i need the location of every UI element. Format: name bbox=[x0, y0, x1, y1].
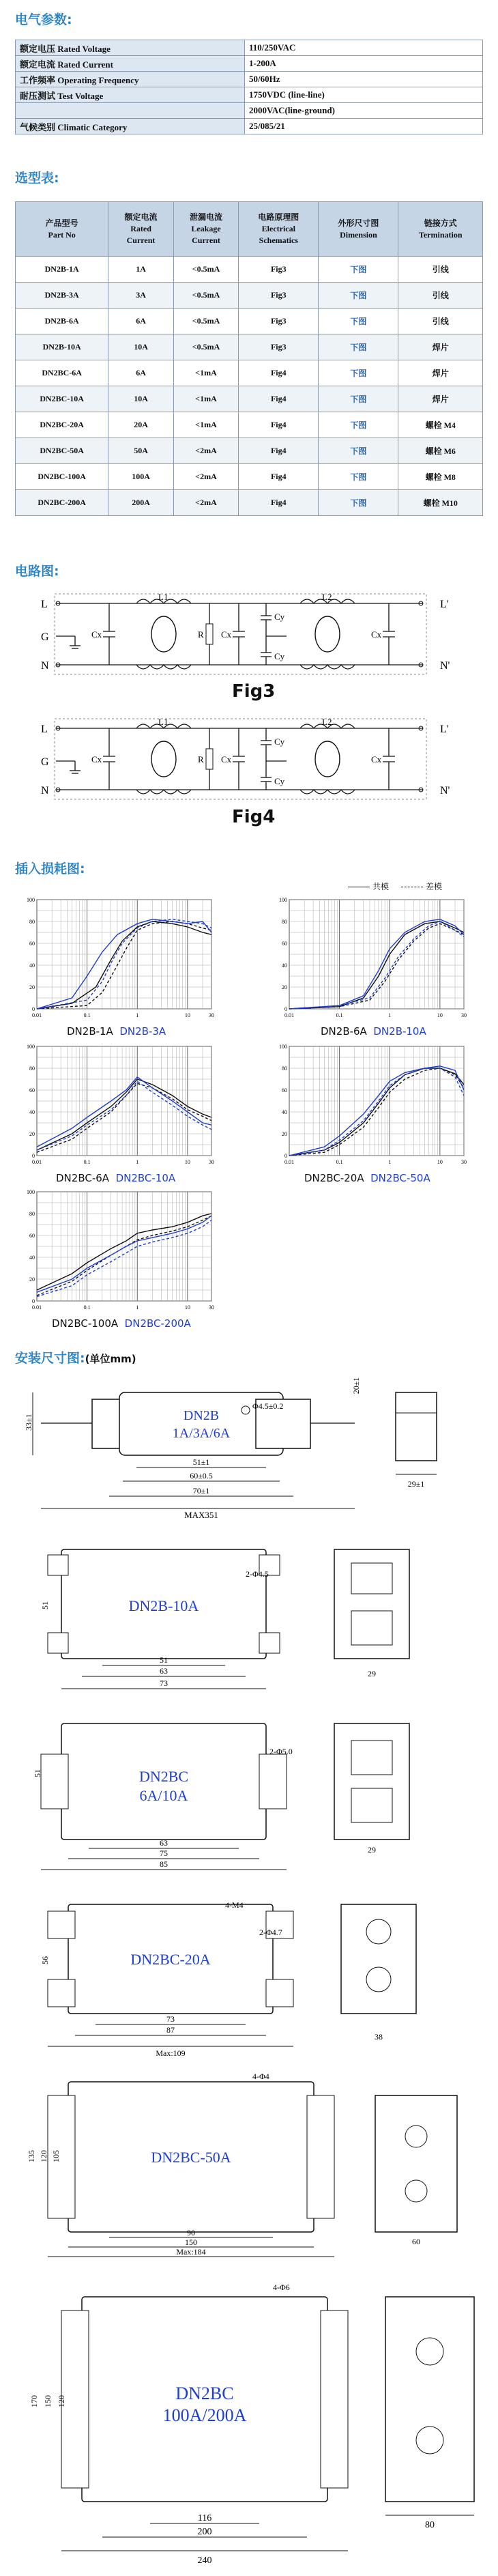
tab-bl bbox=[48, 1633, 68, 1653]
y-tick-label: 60 bbox=[29, 1233, 35, 1239]
y-tick-label: 20 bbox=[282, 984, 287, 990]
cx-mid-label: Cx bbox=[221, 754, 232, 764]
mech-drawing-dn2bc-6a-10a bbox=[33, 1713, 478, 1877]
y-tick-label: 100 bbox=[27, 1189, 35, 1195]
y-tick-label: 0 bbox=[32, 1006, 35, 1012]
param-key: 气候类别 Climatic Category bbox=[16, 119, 245, 134]
x-tick-label: 10 bbox=[437, 1159, 443, 1165]
terminal-bottom bbox=[351, 1788, 392, 1822]
mech-drawing-dn2bc-20a bbox=[41, 1891, 478, 2058]
table-cell: <1mA bbox=[173, 412, 238, 438]
insertion-loss-chart-dn2b-1a-3a bbox=[20, 894, 225, 1022]
cx-in-label: Cx bbox=[91, 754, 102, 764]
x-tick-label: 1 bbox=[136, 1012, 139, 1018]
x-tick-label: 0.01 bbox=[32, 1304, 42, 1311]
side-view bbox=[396, 1392, 437, 1461]
dim-height: 33±1 bbox=[24, 1414, 33, 1431]
terminal-L: L bbox=[41, 724, 48, 735]
x-tick-label: 0.01 bbox=[284, 1159, 294, 1165]
dim-max351: MAX351 bbox=[184, 1510, 218, 1520]
legend-common: 共模 bbox=[348, 881, 389, 892]
table-row bbox=[16, 283, 483, 309]
model-selection-table bbox=[15, 201, 483, 516]
table-cell: DN2B-1A bbox=[16, 257, 108, 283]
choke-1-coil-bot bbox=[136, 665, 191, 669]
y-tick-label: 40 bbox=[29, 1255, 35, 1261]
y-tick-label: 0 bbox=[32, 1153, 35, 1159]
mech-drawing-dn2b-1a-6a bbox=[24, 1372, 478, 1522]
dim-63: 63 bbox=[160, 1838, 168, 1848]
table-cell: 50A bbox=[108, 438, 173, 464]
y-tick-label: 0 bbox=[32, 1298, 35, 1304]
y-tick-label: 80 bbox=[29, 1211, 35, 1217]
side-width: 29 bbox=[368, 1845, 376, 1855]
table-cell: <0.5mA bbox=[173, 334, 238, 360]
y-tick-label: 60 bbox=[282, 941, 287, 947]
dim-h1: 135 bbox=[27, 2150, 36, 2162]
dimension-link[interactable]: 下图 bbox=[319, 309, 398, 334]
cy2-label: Cy bbox=[274, 776, 285, 786]
choke-2-coil-bot bbox=[300, 790, 355, 794]
table-row bbox=[16, 334, 483, 360]
resistor-label: R bbox=[198, 629, 204, 640]
y-tick-label: 100 bbox=[279, 897, 287, 903]
table-row bbox=[16, 464, 483, 490]
y-tick-label: 0 bbox=[284, 1153, 287, 1159]
table-cell: <1mA bbox=[173, 360, 238, 386]
model-name-line2: 1A/3A/6A bbox=[172, 1426, 231, 1441]
model-table-header: 产品型号 Part No bbox=[16, 202, 108, 257]
param-value: 1750VDC (line-line) bbox=[245, 87, 483, 103]
x-tick-label: 0.1 bbox=[83, 1159, 91, 1165]
resistor-label: R bbox=[198, 754, 204, 764]
y-tick-label: 80 bbox=[29, 919, 35, 925]
table-cell: Fig4 bbox=[239, 464, 319, 490]
x-tick-label: 30 bbox=[461, 1012, 467, 1018]
cx-out-label: Cx bbox=[371, 629, 382, 640]
x-tick-label: 10 bbox=[437, 1012, 443, 1018]
terminal-G: G bbox=[41, 756, 49, 768]
section-title-electrical: 电气参数: bbox=[15, 12, 72, 27]
choke-2-core bbox=[315, 741, 340, 777]
model-name-line1: DN2BC bbox=[138, 1768, 189, 1785]
table-cell: DN2B-6A bbox=[16, 309, 108, 334]
dim-90: 90 bbox=[187, 2228, 195, 2237]
model-name-line1: DN2B bbox=[183, 1408, 220, 1423]
dim-75: 75 bbox=[160, 1848, 168, 1858]
param-row bbox=[16, 87, 483, 103]
x-tick-label: 10 bbox=[184, 1304, 190, 1311]
dimension-link[interactable]: 下图 bbox=[319, 386, 398, 412]
dim-h2: 120 bbox=[39, 2150, 48, 2162]
dim-63: 63 bbox=[160, 1666, 168, 1676]
x-tick-label: 0.1 bbox=[83, 1304, 91, 1311]
table-cell: 螺栓 M8 bbox=[398, 464, 483, 490]
side-view bbox=[385, 2297, 474, 2502]
mech-drawing-dn2bc-100a-200a bbox=[27, 2270, 478, 2570]
y-tick-label: 40 bbox=[29, 962, 35, 969]
table-row bbox=[16, 438, 483, 464]
dimension-link[interactable]: 下图 bbox=[319, 490, 398, 516]
dimension-link[interactable]: 下图 bbox=[319, 360, 398, 386]
param-value: 25/085/21 bbox=[245, 119, 483, 134]
dim-200: 200 bbox=[197, 2527, 212, 2537]
table-row bbox=[16, 360, 483, 386]
side-width: 38 bbox=[375, 2032, 383, 2042]
choke-1-coil-bot bbox=[136, 790, 191, 794]
table-cell: Fig4 bbox=[239, 412, 319, 438]
dim-73: 73 bbox=[160, 1678, 168, 1688]
chart-legend bbox=[348, 881, 442, 892]
table-cell: 焊片 bbox=[398, 334, 483, 360]
x-tick-label: 0.01 bbox=[284, 1012, 294, 1018]
dimension-link[interactable]: 下图 bbox=[319, 283, 398, 309]
hole-dim-2: 2-Φ4.7 bbox=[259, 1928, 282, 1937]
fig4-label: Fig4 bbox=[232, 807, 276, 827]
table-cell: <2mA bbox=[173, 438, 238, 464]
flange-right bbox=[259, 1754, 287, 1809]
insertion-loss-chart-dn2bc-20a-50a bbox=[273, 1041, 478, 1169]
param-key: 耐压测试 Test Voltage bbox=[16, 87, 245, 103]
choke-1-label: L1 bbox=[158, 592, 169, 602]
y-tick-label: 20 bbox=[29, 984, 35, 990]
mech-drawing-dn2bc-50a bbox=[27, 2068, 478, 2259]
resistor bbox=[206, 749, 213, 769]
param-key: 工作频率 Operating Frequency bbox=[16, 72, 245, 87]
side-height: 20±1 bbox=[351, 1377, 361, 1394]
x-tick-label: 0.1 bbox=[336, 1159, 343, 1165]
x-tick-label: 10 bbox=[184, 1159, 190, 1165]
dimension-link[interactable]: 下图 bbox=[319, 464, 398, 490]
terminal-L-out: L' bbox=[440, 599, 449, 610]
table-cell: 100A bbox=[108, 464, 173, 490]
table-cell: DN2BC-200A bbox=[16, 490, 108, 516]
y-tick-label: 60 bbox=[282, 1087, 287, 1093]
model-name-line2: 100A/200A bbox=[162, 2405, 247, 2425]
choke-1-core bbox=[151, 741, 176, 777]
stud-tl bbox=[48, 1911, 75, 1938]
param-value: 50/60Hz bbox=[245, 72, 483, 87]
dim-240: 240 bbox=[197, 2556, 212, 2566]
terminal-N: N bbox=[41, 785, 49, 797]
chart4-labels: DN2BC-100A DN2BC-200A bbox=[52, 1317, 191, 1330]
x-tick-label: 1 bbox=[136, 1304, 139, 1311]
table-row bbox=[16, 309, 483, 334]
x-tick-label: 30 bbox=[209, 1012, 214, 1018]
y-tick-label: 40 bbox=[282, 962, 287, 969]
dim-h3: 105 bbox=[51, 2150, 61, 2162]
resistor bbox=[206, 624, 213, 644]
choke-1-label: L1 bbox=[158, 717, 169, 727]
table-cell: DN2B-10A bbox=[16, 334, 108, 360]
table-cell: DN2BC-10A bbox=[16, 386, 108, 412]
insertion-loss-chart-dn2b-6a-10a bbox=[273, 894, 478, 1022]
table-cell: 焊片 bbox=[398, 386, 483, 412]
y-tick-label: 0 bbox=[284, 1006, 287, 1012]
hole-dim: 4-Φ6 bbox=[273, 2282, 290, 2292]
choke-2-label: L2 bbox=[322, 592, 332, 602]
flange-right bbox=[307, 2095, 334, 2218]
cx-mid-label: Cx bbox=[221, 629, 232, 640]
table-cell: 螺栓 M4 bbox=[398, 412, 483, 438]
x-tick-label: 30 bbox=[461, 1159, 467, 1165]
table-cell: 6A bbox=[108, 309, 173, 334]
terminal-top bbox=[351, 1741, 392, 1775]
x-tick-label: 30 bbox=[209, 1304, 214, 1311]
param-value: 1-200A bbox=[245, 56, 483, 72]
model-table-header: 外形尺寸图 Dimension bbox=[319, 202, 398, 257]
circuit-fig4 bbox=[41, 713, 464, 802]
side-width: 29 bbox=[368, 1669, 376, 1678]
table-cell: <2mA bbox=[173, 490, 238, 516]
x-tick-label: 0.1 bbox=[83, 1012, 91, 1018]
param-key bbox=[16, 103, 245, 119]
table-cell: <0.5mA bbox=[173, 257, 238, 283]
terminal-L-out: L' bbox=[440, 724, 449, 735]
table-cell: DN2B-3A bbox=[16, 283, 108, 309]
table-cell: 10A bbox=[108, 386, 173, 412]
table-cell: <0.5mA bbox=[173, 283, 238, 309]
flange-left bbox=[41, 1754, 68, 1809]
hole-dim-1: 4-M4 bbox=[225, 1900, 244, 1910]
y-tick-label: 60 bbox=[29, 941, 35, 947]
tab-br bbox=[259, 1633, 280, 1653]
terminal-G: G bbox=[41, 631, 49, 643]
dimension-link[interactable]: 下图 bbox=[319, 257, 398, 283]
hole-dim: 2-Φ4.5 bbox=[246, 1569, 269, 1579]
table-cell: 螺栓 M10 bbox=[398, 490, 483, 516]
table-cell: DN2BC-6A bbox=[16, 360, 108, 386]
cx-in-label: Cx bbox=[91, 629, 102, 640]
table-cell: Fig3 bbox=[239, 334, 319, 360]
terminal-N-out: N' bbox=[440, 660, 450, 672]
param-value: 110/250VAC bbox=[245, 40, 483, 56]
table-cell: 3A bbox=[108, 283, 173, 309]
y-tick-label: 80 bbox=[282, 1065, 287, 1072]
table-cell: 200A bbox=[108, 490, 173, 516]
model-table-header: 链接方式 Termination bbox=[398, 202, 483, 257]
table-cell: Fig4 bbox=[239, 490, 319, 516]
electrical-params-table bbox=[15, 40, 483, 134]
table-cell: 6A bbox=[108, 360, 173, 386]
choke-2-core bbox=[315, 616, 340, 652]
y-tick-label: 20 bbox=[29, 1131, 35, 1137]
model-name-line1: DN2BC bbox=[175, 2384, 234, 2403]
y-tick-label: 80 bbox=[29, 1065, 35, 1072]
model-name: DN2BC-20A bbox=[130, 1951, 211, 1968]
section-title-mounting: 安装尺寸图:(单位mm) bbox=[15, 1351, 136, 1366]
table-cell: <0.5mA bbox=[173, 309, 238, 334]
table-cell: Fig3 bbox=[239, 309, 319, 334]
dim-height: 56 bbox=[40, 1956, 50, 1964]
table-cell: DN2BC-20A bbox=[16, 412, 108, 438]
table-cell: Fig4 bbox=[239, 386, 319, 412]
param-row bbox=[16, 40, 483, 56]
section-title-insertion: 插入损耗图: bbox=[15, 861, 85, 876]
dim-max184: Max:184 bbox=[176, 2247, 206, 2257]
dim-height: 51 bbox=[33, 1769, 42, 1777]
y-tick-label: 100 bbox=[27, 897, 35, 903]
param-row bbox=[16, 119, 483, 134]
fig3-label: Fig3 bbox=[232, 681, 276, 702]
table-cell: DN2BC-100A bbox=[16, 464, 108, 490]
choke-2-label: L2 bbox=[322, 717, 332, 727]
side-width: 80 bbox=[425, 2520, 435, 2530]
chart1-labels: DN2B-6A DN2B-10A bbox=[321, 1025, 426, 1037]
x-tick-label: 0.1 bbox=[336, 1012, 343, 1018]
legend-diff: 差模 bbox=[401, 881, 442, 892]
param-key: 额定电压 Rated Voltage bbox=[16, 40, 245, 56]
param-row bbox=[16, 72, 483, 87]
terminal-top bbox=[351, 1563, 392, 1594]
dim-max109: Max:109 bbox=[156, 2048, 186, 2058]
model-name: DN2B-10A bbox=[128, 1597, 199, 1614]
table-cell: 10A bbox=[108, 334, 173, 360]
flange-right bbox=[321, 2310, 348, 2488]
x-tick-label: 0.01 bbox=[32, 1159, 42, 1165]
table-cell: 1A bbox=[108, 257, 173, 283]
cy2-label: Cy bbox=[274, 651, 285, 661]
section-title-circuit: 电路图: bbox=[15, 564, 59, 579]
table-cell: 引线 bbox=[398, 257, 483, 283]
table-row bbox=[16, 257, 483, 283]
stud-bl bbox=[48, 1979, 75, 2007]
dim-51: 51±1 bbox=[192, 1457, 210, 1467]
x-tick-label: 10 bbox=[184, 1012, 190, 1018]
table-cell: Fig3 bbox=[239, 283, 319, 309]
y-tick-label: 20 bbox=[29, 1276, 35, 1283]
side-view bbox=[341, 1904, 416, 2014]
hole-dim: 4-Φ4 bbox=[252, 2072, 269, 2081]
dim-70: 70±1 bbox=[192, 1486, 210, 1495]
table-row bbox=[16, 412, 483, 438]
x-tick-label: 1 bbox=[136, 1159, 139, 1165]
table-cell: 20A bbox=[108, 412, 173, 438]
y-tick-label: 100 bbox=[279, 1044, 287, 1050]
dim-150: 150 bbox=[185, 2237, 197, 2247]
terminal-bottom bbox=[351, 1611, 392, 1645]
insertion-loss-chart-dn2bc-100a-200a bbox=[20, 1186, 225, 1315]
dim-h2: 150 bbox=[43, 2395, 53, 2407]
side-width: 60 bbox=[412, 2237, 420, 2246]
table-row bbox=[16, 490, 483, 516]
dim-height: 51 bbox=[40, 1601, 50, 1609]
dim-73: 73 bbox=[166, 2014, 175, 2024]
param-value: 2000VAC(line-ground) bbox=[245, 103, 483, 119]
choke-2-coil-bot bbox=[300, 665, 355, 669]
chart2-labels: DN2BC-6A DN2BC-10A bbox=[56, 1172, 176, 1184]
stud-br bbox=[266, 1979, 293, 2007]
side-view bbox=[375, 2095, 457, 2232]
dimension-link[interactable]: 下图 bbox=[319, 334, 398, 360]
table-cell: <1mA bbox=[173, 386, 238, 412]
chart3-labels: DN2BC-20A DN2BC-50A bbox=[304, 1172, 430, 1184]
model-table-header: 额定电流 Rated Current bbox=[108, 202, 173, 257]
y-tick-label: 100 bbox=[27, 1044, 35, 1050]
section-title-selection: 选型表: bbox=[15, 171, 59, 186]
x-tick-label: 1 bbox=[388, 1012, 392, 1018]
model-name: DN2BC-50A bbox=[151, 2149, 231, 2166]
param-row bbox=[16, 103, 483, 119]
table-cell: 焊片 bbox=[398, 360, 483, 386]
mech-drawing-dn2b-10a bbox=[41, 1543, 478, 1700]
x-tick-label: 30 bbox=[209, 1159, 214, 1165]
y-tick-label: 40 bbox=[282, 1109, 287, 1115]
terminal-L: L bbox=[41, 599, 48, 610]
model-name-line2: 6A/10A bbox=[139, 1787, 188, 1804]
table-cell: 引线 bbox=[398, 283, 483, 309]
table-row bbox=[16, 386, 483, 412]
dim-85: 85 bbox=[160, 1859, 168, 1869]
cy1-label: Cy bbox=[274, 612, 285, 622]
dim-h1: 170 bbox=[29, 2395, 39, 2407]
side-width: 29±1 bbox=[407, 1479, 425, 1489]
dim-87: 87 bbox=[166, 2025, 175, 2035]
circuit-fig3 bbox=[41, 588, 464, 677]
model-table-header: 电路原理图 Electrical Schematics bbox=[239, 202, 319, 257]
table-cell: Fig3 bbox=[239, 257, 319, 283]
insertion-loss-chart-dn2bc-6a-10a bbox=[20, 1041, 225, 1169]
dim-51: 51 bbox=[160, 1655, 168, 1665]
x-tick-label: 1 bbox=[388, 1159, 392, 1165]
chart0-labels: DN2B-1A DN2B-3A bbox=[67, 1025, 166, 1037]
x-tick-label: 0.01 bbox=[32, 1012, 42, 1018]
hole-dim: Φ4.5±0.2 bbox=[252, 1401, 284, 1411]
y-tick-label: 20 bbox=[282, 1131, 287, 1137]
model-table-header: 泄漏电流 Leakage Current bbox=[173, 202, 238, 257]
y-tick-label: 60 bbox=[29, 1087, 35, 1093]
tab-tl bbox=[48, 1555, 68, 1575]
table-cell: Fig4 bbox=[239, 360, 319, 386]
y-tick-label: 40 bbox=[29, 1109, 35, 1115]
param-key: 额定电流 Rated Current bbox=[16, 56, 245, 72]
dim-60: 60±0.5 bbox=[190, 1471, 213, 1480]
dimension-link[interactable]: 下图 bbox=[319, 438, 398, 464]
table-cell: DN2BC-50A bbox=[16, 438, 108, 464]
table-cell: <2mA bbox=[173, 464, 238, 490]
dim-116: 116 bbox=[197, 2513, 212, 2523]
hole-dim: 2-Φ5.0 bbox=[269, 1747, 293, 1756]
cy1-label: Cy bbox=[274, 736, 285, 747]
terminal-N: N bbox=[41, 660, 49, 672]
dim-h3: 120 bbox=[57, 2395, 66, 2407]
param-row bbox=[16, 56, 483, 72]
y-tick-label: 80 bbox=[282, 919, 287, 925]
table-cell: 螺栓 M6 bbox=[398, 438, 483, 464]
cx-out-label: Cx bbox=[371, 754, 382, 764]
choke-1-core bbox=[151, 616, 176, 652]
table-cell: 引线 bbox=[398, 309, 483, 334]
terminal-N-out: N' bbox=[440, 785, 450, 797]
table-cell: Fig4 bbox=[239, 438, 319, 464]
dimension-link[interactable]: 下图 bbox=[319, 412, 398, 438]
